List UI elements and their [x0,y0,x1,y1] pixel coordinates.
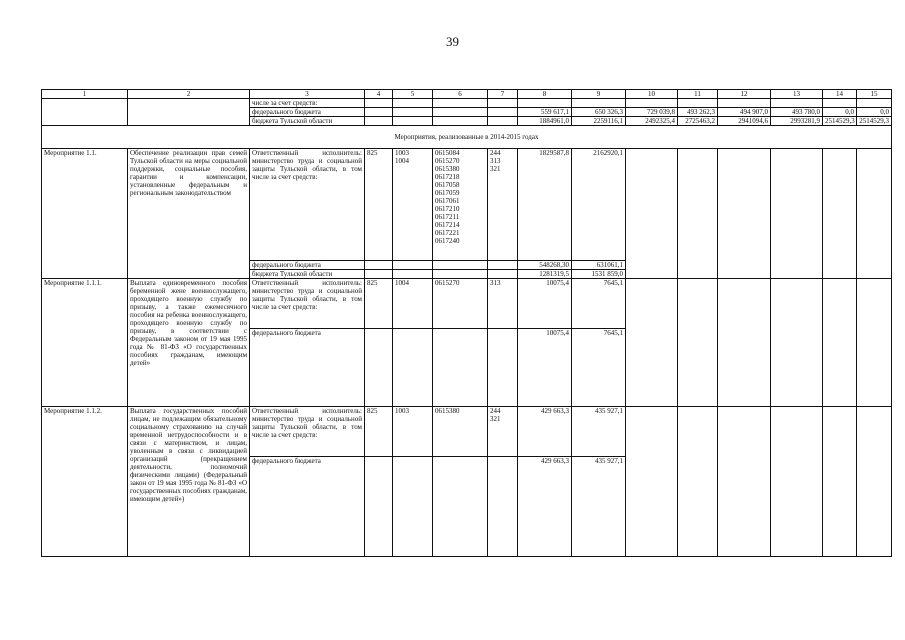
empty-cell [857,279,892,407]
value-cell: 1829587,8 [518,149,572,261]
value-cell [718,99,771,108]
empty-cell [365,329,393,407]
header-cell: 1 [42,90,128,99]
value-cell: 10075,4 [518,329,572,407]
empty-cell [393,329,433,407]
responsible-cell: Ответственный исполнитель: министерство труда и социальной защиты Тульской области, в том числе за счет средств: [250,407,365,457]
value-cell: 494 907,0 [718,108,771,117]
csr-cell: 0615084 0615270 0615380 0617218 0617058 0617059 0617061 0617210 0617211 0617214 0617221 0617240 [433,149,488,261]
measure-name: Обеспечение реализации прав семей Тульской области на меры социальной поддержки, социальные пособия, гарантии и компенсации, установленные федеральным и региональным законодательством [128,149,250,279]
empty-cell [857,407,892,557]
value-cell: 2941094,6 [718,117,771,126]
value-cell [857,99,892,108]
table-row [42,149,892,261]
value-cell: 1884961,0 [518,117,572,126]
value-cell [823,99,857,108]
empty-cell [488,117,518,126]
value-cell: 2514529,3 [823,117,857,126]
empty-cell [488,270,518,279]
empty-cell [393,117,433,126]
empty-cell [718,149,771,279]
header-cell: 10 [626,90,678,99]
value-cell: 435 927,1 [572,407,626,457]
rzpr-cell: 1003 [393,407,433,457]
section-row [42,126,892,149]
header-cell: 5 [393,90,433,99]
value-cell [626,99,678,108]
measure-code: Мероприятие 1.1.1. [42,279,128,407]
empty-cell [488,261,518,270]
empty-cell [365,108,393,117]
header-cell: 14 [823,90,857,99]
empty-cell [678,407,718,557]
value-cell: 559 617,1 [518,108,572,117]
value-cell: 2162920,1 [572,149,626,261]
value-cell: 1531 859,0 [572,270,626,279]
section-title: Мероприятия, реализованные в 2014-2015 годах [42,126,892,149]
empty-cell [678,149,718,279]
empty-cell [771,407,823,557]
empty-cell [823,279,857,407]
row-label: федерального бюджета [250,457,365,557]
responsible-cell: Ответственный исполнитель: министерство труда и социальной защиты Тульской области, в том числе за счет средств: [250,279,365,329]
responsible-cell: Ответственный исполнитель: министерство труда и социальной защиты Тульской области, в том числе за счет средств: [250,149,365,261]
empty-cell [393,108,433,117]
grbs-cell: 825 [365,407,393,457]
empty-cell [857,149,892,279]
empty-cell [771,149,823,279]
empty-cell [823,149,857,279]
grbs-cell: 825 [365,149,393,261]
empty-cell [433,270,488,279]
header-cell: 13 [771,90,823,99]
header-row [42,90,892,99]
value-cell: 2492325,4 [626,117,678,126]
empty-cell [626,149,678,279]
header-cell: 3 [250,90,365,99]
empty-cell [393,457,433,557]
vr-cell: 244 313 321 [488,149,518,261]
empty-cell [488,329,518,407]
empty-cell [433,261,488,270]
empty-cell [393,261,433,270]
empty-cell [626,279,678,407]
header-cell: 4 [365,90,393,99]
header-cell: 2 [128,90,250,99]
value-cell [678,99,718,108]
header-cell: 7 [488,90,518,99]
empty-cell [433,99,488,108]
row-label: федерального бюджета [250,108,365,117]
empty-cell [718,279,771,407]
empty-cell [488,457,518,557]
value-cell: 2993281,9 [771,117,823,126]
empty-cell [365,261,393,270]
value-cell: 7645,1 [572,329,626,407]
value-cell: 631061,1 [572,261,626,270]
value-cell: 650 326,3 [572,108,626,117]
row-label: федерального бюджета [250,261,365,270]
header-cell: 11 [678,90,718,99]
rzpr-cell: 1004 [393,279,433,329]
header-cell: 15 [857,90,892,99]
value-cell: 2259116,1 [572,117,626,126]
empty-cell [433,108,488,117]
empty-cell [678,279,718,407]
value-cell: 729 039,8 [626,108,678,117]
grbs-cell: 825 [365,279,393,329]
row-label: числе за счет средств: [250,99,365,108]
empty-cell [771,279,823,407]
csr-cell: 0615380 [433,407,488,457]
measure-code: Мероприятие 1.1.2. [42,407,128,557]
vr-cell: 244 321 [488,407,518,457]
value-cell [771,99,823,108]
header-cell: 12 [718,90,771,99]
budget-table [41,89,892,557]
row-label: федерального бюджета [250,329,365,407]
header-cell: 8 [518,90,572,99]
empty-cell [433,329,488,407]
header-cell: 9 [572,90,626,99]
value-cell [572,99,626,108]
empty-cell [128,99,250,126]
measure-code: Мероприятие 1.1. [42,149,128,279]
empty-cell [433,117,488,126]
csr-cell: 0615270 [433,279,488,329]
empty-cell [626,407,678,557]
vr-cell: 313 [488,279,518,329]
value-cell: 1281319,5 [518,270,572,279]
page-number: 39 [446,34,459,49]
value-cell: 435 927,1 [572,457,626,557]
empty-cell [718,407,771,557]
empty-cell [393,99,433,108]
empty-cell [365,457,393,557]
table-row [42,99,892,108]
empty-cell [393,270,433,279]
empty-cell [488,99,518,108]
measure-name: Выплата государственных пособий лицам, не подлежащим обязательному социальному страхованию на случай временной нетрудоспособности и в связи с материнством, и лицам, уволенным в связи с ликвидацией организаций (прекращением деятельности, полномочий физическими лицами) (Федеральный закон от 19 мая 1995 года № 81-ФЗ «О государственных пособиях гражданам, имеющим детей») [128,407,250,557]
value-cell: 493 262,3 [678,108,718,117]
value-cell: 548268,30 [518,261,572,270]
header-cell: 6 [433,90,488,99]
empty-cell [488,108,518,117]
table-row [42,279,892,329]
value-cell: 0,0 [857,108,892,117]
value-cell: 0,0 [823,108,857,117]
rzpr-cell: 1003 1004 [393,149,433,261]
value-cell: 429 663,3 [518,407,572,457]
value-cell: 10075,4 [518,279,572,329]
value-cell: 2514529,3 [857,117,892,126]
empty-cell [365,117,393,126]
empty-cell [42,99,128,126]
row-label: бюджета Тульской области [250,270,365,279]
empty-cell [365,270,393,279]
value-cell: 7645,1 [572,279,626,329]
empty-cell [433,457,488,557]
table-row [42,407,892,457]
measure-name: Выплата единовременного пособия беременной жене военнослужащего, проходящего военную службу по призыву, а также ежемесячного пособия на ребенка военнослужащего, проходящего военную службу по призыву, в соответствии с Федеральным законом от 19 мая 1995 года № 81-ФЗ «О государственных пособиях гражданам, имеющим детей» [128,279,250,407]
row-label: бюджета Тульской области [250,117,365,126]
value-cell: 429 663,3 [518,457,572,557]
value-cell: 2725463,2 [678,117,718,126]
value-cell: 493 780,0 [771,108,823,117]
empty-cell [823,407,857,557]
empty-cell [365,99,393,108]
value-cell [518,99,572,108]
